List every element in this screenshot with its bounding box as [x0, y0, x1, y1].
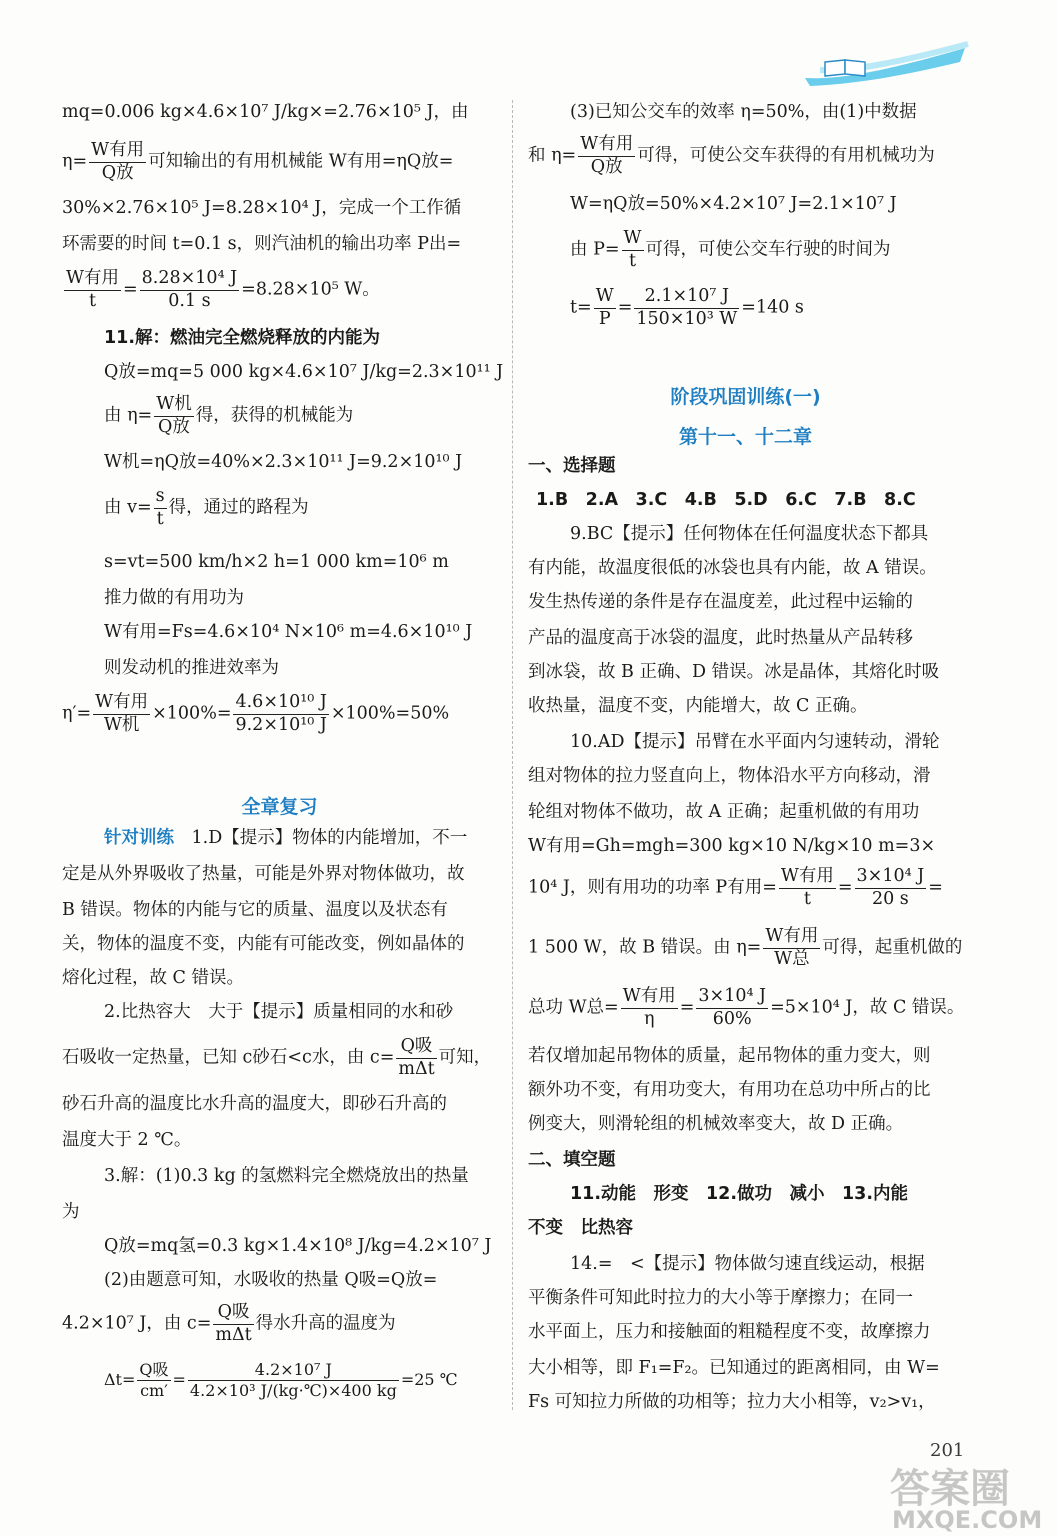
text-line: 产品的温度高于冰袋的温度，此时热量从产品转移 [528, 628, 913, 648]
text-line: 水平面上，压力和接触面的粗糙程度不变，故摩擦力 [528, 1322, 931, 1342]
formula-line: Δt= $\frac{\text{Q吸}}{cm'}$ = $\frac{\text{4.2×10⁷ J}}{\text{4.2×10³ J/(kg·℃)×400 kg}}$ =25 ℃ [104, 1360, 458, 1400]
text-line: 关，物体的温度不变，内能有可能改变，例如晶体的 [62, 934, 465, 954]
watermark-bottom-text: MXQE.COM [892, 1506, 1043, 1532]
formula-line: 由 η= $\frac{\text{W机}}{\text{Q放}}$ 得，获得的机械能为 [104, 394, 354, 437]
section-heading-stage: 阶段巩固训练(一) [670, 386, 821, 408]
text-line: Q放=mq氢=0.3 kg×1.4×10⁸ J/kg=4.2×10⁷ J [104, 1236, 492, 1256]
text-line: 大小相等，即 F₁=F₂。已知通过的距离相同，由 W= [528, 1358, 940, 1378]
text-line: mq=0.006 kg×4.6×10⁷ J/kg×=2.76×10⁵ J，由 [62, 102, 469, 122]
text-line: W=ηQ放=50%×4.2×10⁷ J=2.1×10⁷ J [570, 194, 897, 214]
section-heading-review: 全章复习 [241, 796, 318, 818]
text-line: 额外功不变，有用功变大，有用功在总功中所占的比 [528, 1080, 931, 1100]
text-line: 到冰袋，故 B 正确、D 错误。冰是晶体，其熔化时吸 [528, 662, 940, 682]
text-line: 2.比热容大 大于【提示】质量相同的水和砂 [104, 1002, 454, 1022]
text-line: 14.= <【提示】物体做匀速直线运动，根据 [570, 1254, 925, 1274]
text-line: (3)已知公交车的效率 η=50%，由(1)中数据 [570, 102, 917, 122]
text-line: 11.动能 形变 12.做功 减小 13.内能 [570, 1184, 909, 1204]
text-line: 定是从外界吸收了热量，可能是外界对物体做功，故 [62, 864, 465, 884]
section-heading-chapter: 第十一、十二章 [678, 426, 812, 448]
text-line: 熔化过程，故 C 错误。 [62, 968, 245, 988]
text-line: 环需要的时间 t=0.1 s，则汽油机的输出功率 P出= [62, 234, 462, 254]
formula-line: 10⁴ J，则有用功的功率 P有用= $\frac{\text{W有用}}{t}$ = $\frac{\text{3×10⁴ J}}{20 s}$ = [528, 866, 943, 909]
text-line: 9.BC【提示】任何物体在任何温度状态下都具 [570, 524, 929, 544]
formula-line: η= $\frac{\text{W有用}}{\text{Q放}}$ 可知输出的有用机械能 W有用=ηQ放= [62, 140, 454, 183]
formula-line: 总功 W总= $\frac{\text{W有用}}{\eta}$ = $\frac{\text{3×10⁴ J}}{60\%}$ =5×10⁴ J，故 C 错误。 [528, 986, 965, 1029]
text-line: Fs 可知拉力所做的功相等；拉力大小相等，v₂>v₁， [528, 1392, 936, 1412]
text-line: 1.B 2.A 3.C 4.B 5.D 6.C 7.B 8.C [536, 490, 916, 510]
text-line: 若仅增加起吊物体的质量，起吊物体的重力变大，则 [528, 1046, 931, 1066]
formula-line: 由 v= $\frac{s}{t}$ 得，通过的路程为 [104, 486, 309, 529]
text-line: Q放=mq=5 000 kg×4.6×10⁷ J/kg=2.3×10¹¹ J [104, 362, 504, 382]
text-line: B 错误。物体的内能与它的质量、温度以及状态有 [62, 900, 448, 920]
text-line: 组对物体的拉力竖直向上，物体沿水平方向移动，滑 [528, 766, 931, 786]
formula-line: 由 P= $\frac{W}{t}$ 可得，可使公交车行驶的时间为 [570, 228, 891, 271]
text-line: 3.解：(1)0.3 kg 的氢燃料完全燃烧放出的热量 [104, 1166, 469, 1186]
formula-line: 4.2×10⁷ J，由 c= $\frac{\text{Q吸}}{\text{mΔt}}$ 得水升高的温度为 [62, 1302, 396, 1345]
text-line: W有用=Fs=4.6×10⁴ N×10⁶ m=4.6×10¹⁰ J [104, 622, 473, 642]
section-label: 一、选择题 [528, 456, 616, 476]
book-logo-icon [800, 40, 970, 90]
text-line: 砂石升高的温度比水升高的温度大，即砂石升高的 [62, 1094, 447, 1114]
text-line: 30%×2.76×10⁵ J=8.28×10⁴ J，完成一个工作循 [62, 198, 462, 218]
text-line: 轮组对物体不做功，故 A 正确；起重机做的有用功 [528, 802, 920, 822]
text-line: 平衡条件可知此时拉力的大小等于摩擦力；在同一 [528, 1288, 913, 1308]
question-11: 11.解：燃油完全燃烧释放的内能为 [104, 328, 380, 348]
formula-line: t= $\frac{W}{P}$ = $\frac{\text{2.1×10⁷ J}}{\text{150×10³ W}}$ =140 s [570, 286, 804, 329]
formula-line: $\frac{\text{W有用}}{t}$ = $\frac{\text{8.28×10⁴ J}}{0.1 s}$ =8.28×10⁵ W。 [66, 268, 380, 311]
text-line: 收热量，温度不变，内能增大，故 C 正确。 [528, 696, 868, 716]
text-line: 有内能，故温度很低的冰袋也具有内能，故 A 错误。 [528, 558, 937, 578]
watermark-logo-icon [882, 1458, 1052, 1532]
text-line: 发生热传递的条件是存在温度差，此过程中运输的 [528, 592, 913, 612]
section-label: 二、填空题 [528, 1150, 616, 1170]
text-line: 10.AD【提示】吊臂在水平面内匀速转动，滑轮 [570, 732, 940, 752]
formula-line: 和 η= $\frac{\text{W有用}}{\text{Q放}}$ 可得，可使公交车获得的有用机械功为 [528, 134, 935, 177]
text-line: W机=ηQ放=40%×2.3×10¹¹ J=9.2×10¹⁰ J [104, 452, 463, 472]
formula-line: 1 500 W，故 B 错误。由 η= $\frac{\text{W有用}}{\text{W总}}$ 可得，起重机做的 [528, 926, 963, 969]
text-line: 例变大，则滑轮组的机械效率变大，故 D 正确。 [528, 1114, 904, 1134]
formula-line: 石吸收一定热量，已知 c砂石<c水，由 c= $\frac{\text{Q吸}}{\text{mΔt}}$ 可知， [62, 1036, 492, 1079]
formula-line: η′= $\frac{\text{W有用}}{\text{W机}}$ ×100%= $\frac{\text{4.6×10¹⁰ J}}{\text{9.2×10¹⁰ J}}$ ×100%=50% [62, 692, 450, 735]
text-line: 为 [62, 1202, 80, 1222]
text-line: 则发动机的推进效率为 [104, 658, 279, 678]
watermark-top-text: 答案圈 [890, 1466, 1010, 1512]
column-divider [512, 100, 513, 1410]
text-line: (2)由题意可知，水吸收的热量 Q吸=Q放= [104, 1270, 438, 1290]
text-line: 温度大于 2 ℃。 [62, 1130, 192, 1150]
text-line: 针对训练 1.D【提示】物体的内能增加，不一 [104, 828, 468, 848]
text-line: 不变 比热容 [528, 1218, 633, 1238]
text-line: 推力做的有用功为 [104, 588, 244, 608]
text-line: W有用=Gh=mgh=300 kg×10 N/kg×10 m=3× [528, 836, 936, 856]
page-number: 201 [930, 1440, 965, 1461]
text-line: s=vt=500 km/h×2 h=1 000 km=10⁶ m [104, 552, 449, 572]
